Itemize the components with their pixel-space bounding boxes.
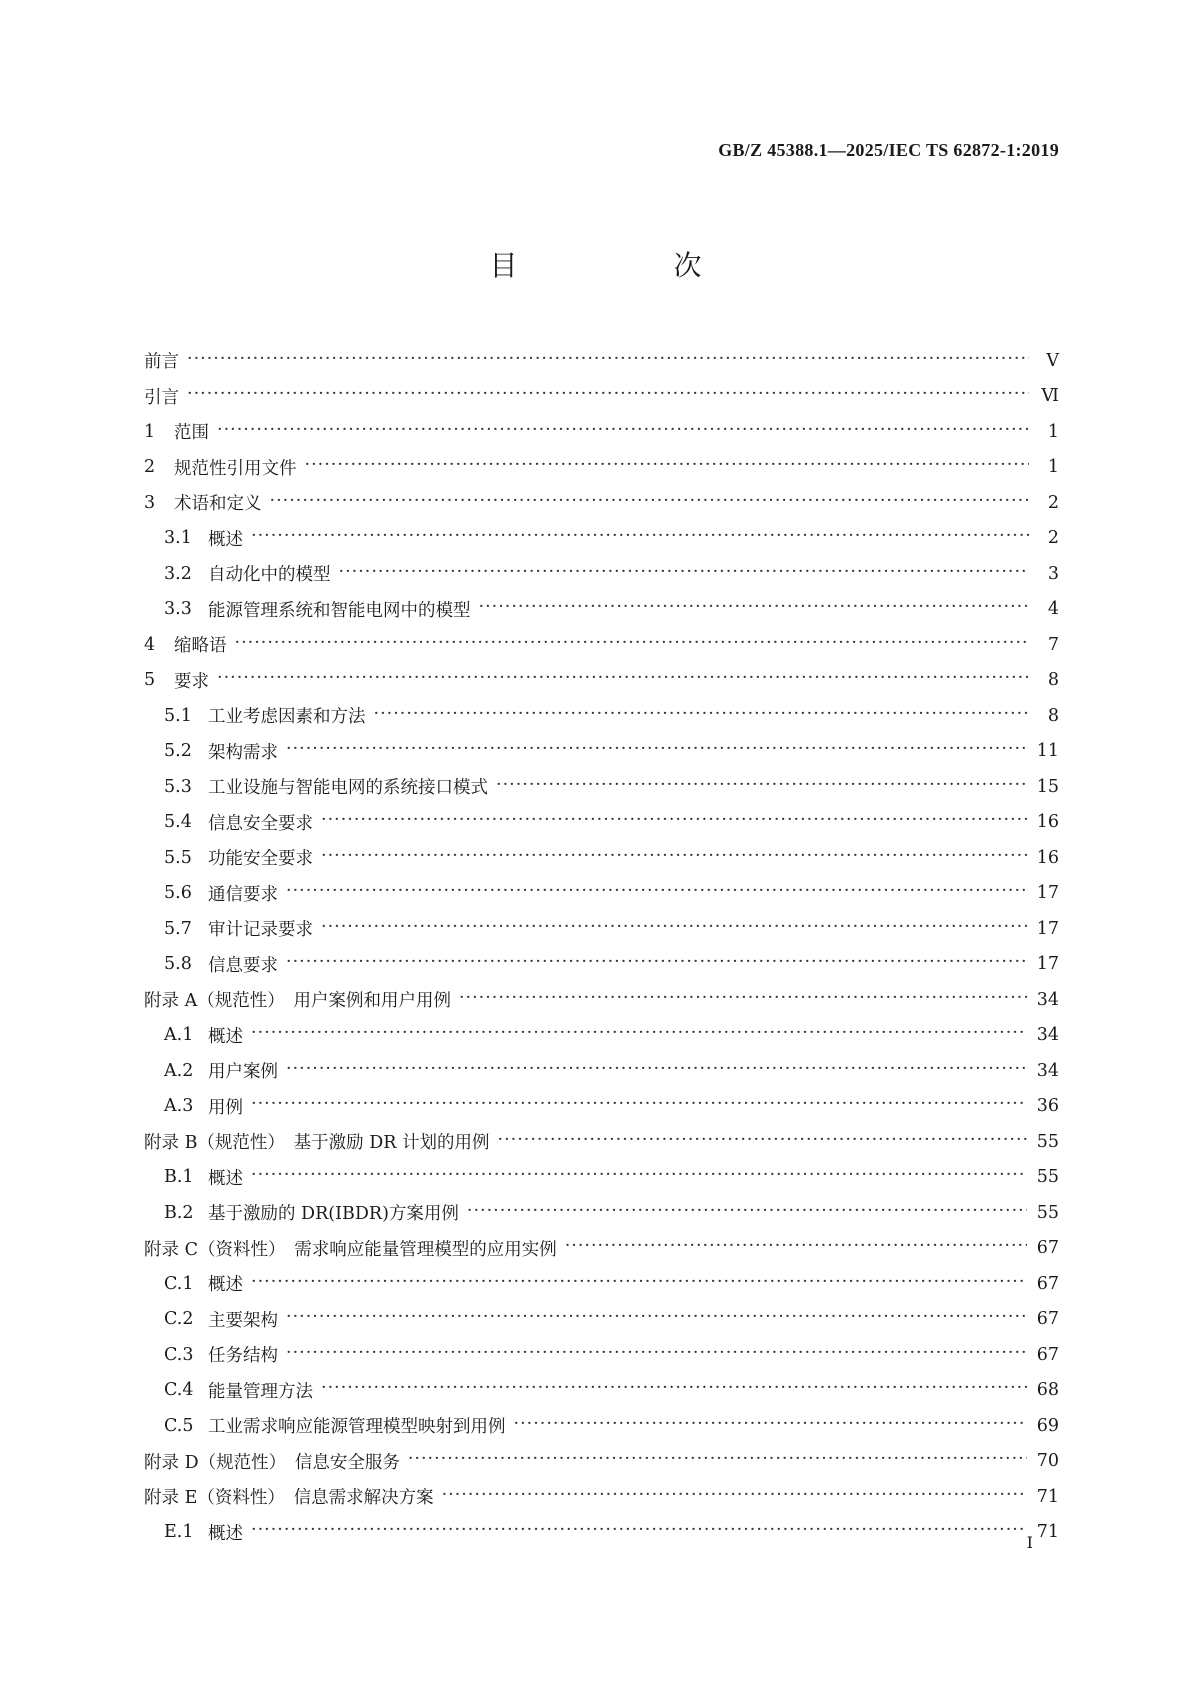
toc-entry[interactable] (144, 734, 1059, 770)
toc-entry[interactable] (144, 343, 1059, 379)
toc-entry-page: 67 (1036, 1273, 1059, 1294)
toc-entry[interactable] (144, 414, 1059, 450)
table-of-contents (144, 343, 1059, 1550)
toc-dot-leader (321, 812, 1027, 832)
toc-entry-label: 通信要求 (208, 884, 278, 905)
toc-entry-label: 概述 (208, 1523, 243, 1544)
toc-entry[interactable] (144, 1231, 1059, 1267)
toc-dot-leader (251, 1096, 1027, 1116)
toc-entry[interactable] (144, 1337, 1059, 1373)
toc-entry-title (144, 490, 262, 515)
toc-entry[interactable] (144, 805, 1059, 841)
toc-entry[interactable] (144, 627, 1059, 663)
toc-dot-leader (286, 954, 1027, 974)
toc-entry-label: 工业需求响应能源管理模型映射到用例 (208, 1417, 506, 1438)
toc-entry[interactable] (144, 876, 1059, 912)
toc-entry-title (164, 526, 243, 551)
toc-entry-number: 5 (144, 670, 156, 691)
toc-dot-leader (286, 1309, 1027, 1329)
toc-entry-page: 34 (1036, 1025, 1059, 1046)
toc-entry-title (144, 987, 451, 1012)
page-number: Ⅰ (1026, 1533, 1033, 1552)
toc-entry-number: B.1 (164, 1167, 194, 1188)
toc-entry-number: 1 (144, 421, 156, 442)
toc-entry-label: 架构需求 (208, 742, 278, 763)
toc-entry-number: 5.5 (164, 847, 192, 868)
toc-entry-page: 11 (1036, 741, 1059, 762)
toc-entry[interactable] (144, 1018, 1059, 1054)
toc-entry-title (144, 348, 179, 373)
toc-entry-page: 17 (1036, 954, 1059, 975)
toc-entry-title (164, 703, 366, 728)
toc-entry-title (144, 384, 179, 409)
toc-entry-title (144, 1129, 490, 1154)
toc-entry-page: 8 (1047, 705, 1059, 726)
toc-entry-label: 附录 C（资料性） 需求响应能量管理模型的应用实例 (144, 1239, 557, 1260)
toc-dot-leader (339, 564, 1030, 584)
toc-entry-label: 信息安全要求 (208, 813, 313, 834)
toc-entry-title (164, 1413, 506, 1438)
toc-entry-number: 5.8 (164, 954, 192, 975)
toc-dot-leader (498, 1132, 1027, 1152)
toc-entry-number: 3.1 (164, 528, 192, 549)
toc-entry-number: 2 (144, 457, 156, 478)
toc-entry-title (164, 1307, 278, 1332)
toc-entry-title (164, 1520, 243, 1545)
toc-entry-page: 3 (1047, 563, 1059, 584)
toc-entry[interactable] (144, 840, 1059, 876)
toc-entry[interactable] (144, 982, 1059, 1018)
toc-entry-title (144, 1484, 434, 1509)
toc-entry[interactable] (144, 556, 1059, 592)
toc-entry-page: 71 (1036, 1486, 1059, 1507)
toc-entry-label: 前言 (144, 352, 179, 373)
toc-entry-title (164, 881, 278, 906)
toc-entry[interactable] (144, 663, 1059, 699)
toc-dot-leader (235, 635, 1030, 655)
toc-entry[interactable] (144, 1089, 1059, 1125)
toc-entry-page: 55 (1036, 1167, 1059, 1188)
toc-entry-title (164, 1165, 243, 1190)
toc-dot-leader (305, 457, 1030, 477)
toc-entry[interactable] (144, 450, 1059, 486)
toc-entry[interactable] (144, 1160, 1059, 1196)
toc-dot-leader (321, 919, 1027, 939)
toc-entry-number: C.2 (164, 1309, 194, 1330)
toc-dot-leader (217, 670, 1029, 690)
toc-entry-title (144, 668, 209, 693)
toc-entry-title (164, 739, 278, 764)
toc-dot-leader (479, 599, 1030, 619)
toc-dot-leader (514, 1416, 1027, 1436)
toc-entry-page: 36 (1036, 1096, 1059, 1117)
toc-entry-label: 要求 (174, 671, 209, 692)
toc-dot-leader (251, 1274, 1027, 1294)
toc-entry-page: 67 (1036, 1309, 1059, 1330)
toc-entry[interactable] (144, 592, 1059, 628)
toc-entry-label: 范围 (174, 423, 209, 444)
toc-dot-leader (286, 1345, 1027, 1365)
toc-entry-number: A.2 (164, 1060, 194, 1081)
toc-entry[interactable] (144, 1373, 1059, 1409)
toc-entry-label: 信息要求 (208, 955, 278, 976)
toc-entry-page: 34 (1036, 1060, 1059, 1081)
toc-dot-leader (286, 883, 1027, 903)
toc-dot-leader (217, 422, 1029, 442)
toc-entry-title (164, 1271, 243, 1296)
toc-dot-leader (321, 1380, 1027, 1400)
toc-entry-page: 68 (1036, 1380, 1059, 1401)
toc-entry[interactable] (144, 521, 1059, 557)
toc-entry-page: Ⅵ (1041, 386, 1059, 407)
toc-dot-leader (467, 1203, 1027, 1223)
toc-entry-title (144, 632, 227, 657)
toc-dot-leader (442, 1487, 1027, 1507)
toc-dot-leader (374, 706, 1030, 726)
toc-entry-label: 术语和定义 (174, 494, 262, 515)
toc-entry-label: 概述 (208, 1275, 243, 1296)
toc-entry-title (164, 561, 331, 586)
toc-dot-leader (408, 1451, 1027, 1471)
toc-entry[interactable] (144, 698, 1059, 734)
toc-dot-leader (321, 848, 1027, 868)
toc-entry-number: C.4 (164, 1380, 194, 1401)
toc-entry-label: 审计记录要求 (208, 920, 313, 941)
toc-dot-leader (286, 741, 1027, 761)
toc-dot-leader (187, 386, 1029, 406)
toc-entry-title (144, 455, 297, 480)
toc-entry-title (164, 810, 313, 835)
toc-entry-label: 能源管理系统和智能电网中的模型 (208, 600, 471, 621)
toc-entry-title (164, 1023, 243, 1048)
toc-entry-title (164, 845, 313, 870)
toc-entry-page: 7 (1047, 634, 1059, 655)
toc-entry-page: 2 (1047, 528, 1059, 549)
toc-entry[interactable] (144, 485, 1059, 521)
toc-entry-number: 4 (144, 634, 156, 655)
toc-entry-label: 功能安全要求 (208, 849, 313, 870)
toc-entry-label: 附录 A（规范性） 用户案例和用户用例 (144, 991, 451, 1012)
toc-dot-leader (187, 351, 1029, 371)
toc-dot-leader (251, 1167, 1027, 1187)
toc-dot-leader (496, 777, 1027, 797)
toc-entry-label: 概述 (208, 529, 243, 550)
toc-entry-title (164, 1094, 243, 1119)
toc-entry-label: 用例 (208, 1097, 243, 1118)
toc-entry-label: 附录 D（规范性） 信息安全服务 (144, 1452, 400, 1473)
toc-entry[interactable] (144, 1408, 1059, 1444)
toc-entry[interactable] (144, 1053, 1059, 1089)
toc-entry-title (144, 1449, 400, 1474)
toc-entry-number: 3.2 (164, 563, 192, 584)
toc-entry-label: 概述 (208, 1168, 243, 1189)
toc-entry-label: 附录 E（资料性） 信息需求解决方案 (144, 1488, 434, 1509)
toc-dot-leader (251, 1522, 1027, 1542)
toc-entry-page: 2 (1047, 492, 1059, 513)
toc-entry-label: 引言 (144, 387, 179, 408)
toc-entry-page: 71 (1036, 1522, 1059, 1543)
toc-entry-number: C.1 (164, 1273, 194, 1294)
toc-entry[interactable] (144, 1124, 1059, 1160)
toc-entry-page: 69 (1036, 1415, 1059, 1436)
toc-entry-number: 5.1 (164, 705, 192, 726)
toc-entry-label: 基于激励的 DR(IBDR)方案用例 (208, 1204, 459, 1225)
toc-entry-page: 55 (1036, 1131, 1059, 1152)
toc-entry[interactable] (144, 1302, 1059, 1338)
toc-entry[interactable] (144, 1195, 1059, 1231)
toc-entry-page: 67 (1036, 1238, 1059, 1259)
toc-entry-title (164, 1200, 459, 1225)
toc-entry-title (164, 1342, 278, 1367)
toc-entry-page: 1 (1047, 457, 1059, 478)
toc-entry[interactable] (144, 1444, 1059, 1480)
toc-entry-page: 4 (1047, 599, 1059, 620)
toc-entry-page: 17 (1036, 918, 1059, 939)
toc-entry-label: 任务结构 (208, 1346, 278, 1367)
toc-entry-number: 3 (144, 492, 156, 513)
toc-entry[interactable] (144, 1515, 1059, 1551)
toc-entry-title (164, 1378, 313, 1403)
toc-entry-page: 34 (1036, 989, 1059, 1010)
standard-code-header: GB/Z 45388.1—2025/IEC TS 62872-1:2019 (718, 140, 1059, 160)
page-title: 目 次 (489, 249, 766, 282)
toc-entry-page: 8 (1047, 670, 1059, 691)
toc-entry-number: A.1 (164, 1025, 194, 1046)
toc-entry-number: 5.6 (164, 883, 192, 904)
toc-entry-page: 70 (1036, 1451, 1059, 1472)
toc-entry-number: A.3 (164, 1096, 194, 1117)
toc-entry-number: C.3 (164, 1344, 194, 1365)
toc-dot-leader (565, 1238, 1027, 1258)
toc-entry-page: 16 (1036, 812, 1059, 833)
toc-entry-title (164, 952, 278, 977)
toc-entry-page: 67 (1036, 1344, 1059, 1365)
toc-entry-label: 缩略语 (174, 636, 227, 657)
toc-entry[interactable] (144, 1266, 1059, 1302)
toc-entry-label: 能量管理方法 (208, 1381, 313, 1402)
toc-dot-leader (270, 493, 1030, 513)
toc-entry-number: E.1 (164, 1522, 194, 1543)
toc-entry-number: C.5 (164, 1415, 194, 1436)
toc-entry-number: 5.2 (164, 741, 192, 762)
toc-entry-page: 16 (1036, 847, 1059, 868)
toc-entry-label: 用户案例 (208, 1062, 278, 1083)
toc-dot-leader (286, 1061, 1027, 1081)
toc-entry-label: 工业设施与智能电网的系统接口模式 (208, 778, 488, 799)
toc-entry[interactable] (144, 947, 1059, 983)
toc-entry-title (164, 597, 471, 622)
toc-entry-title (164, 774, 488, 799)
toc-entry-label: 自动化中的模型 (208, 565, 331, 586)
toc-entry[interactable] (144, 1479, 1059, 1515)
toc-entry-title (144, 1236, 557, 1261)
toc-entry[interactable] (144, 911, 1059, 947)
toc-entry-page: 1 (1047, 421, 1059, 442)
toc-entry-label: 附录 B（规范性） 基于激励 DR 计划的用例 (144, 1133, 490, 1154)
toc-entry-number: B.2 (164, 1202, 194, 1223)
toc-entry-label: 工业考虑因素和方法 (208, 707, 366, 728)
toc-dot-leader (251, 528, 1029, 548)
toc-entry-title (144, 419, 209, 444)
toc-entry-page: 15 (1036, 776, 1059, 797)
toc-entry-number: 5.7 (164, 918, 192, 939)
toc-entry-label: 主要架构 (208, 1310, 278, 1331)
toc-entry-page: 17 (1036, 883, 1059, 904)
toc-entry-page: Ⅴ (1046, 350, 1059, 371)
toc-entry-number: 5.4 (164, 812, 192, 833)
toc-entry-page: 55 (1036, 1202, 1059, 1223)
toc-entry[interactable] (144, 379, 1059, 415)
toc-entry-number: 5.3 (164, 776, 192, 797)
toc-entry-number: 3.3 (164, 599, 192, 620)
toc-entry-label: 规范性引用文件 (174, 458, 297, 479)
toc-dot-leader (251, 1025, 1027, 1045)
toc-entry-title (164, 916, 313, 941)
toc-dot-leader (459, 990, 1027, 1010)
toc-entry-label: 概述 (208, 1026, 243, 1047)
toc-entry[interactable] (144, 769, 1059, 805)
toc-entry-title (164, 1058, 278, 1083)
